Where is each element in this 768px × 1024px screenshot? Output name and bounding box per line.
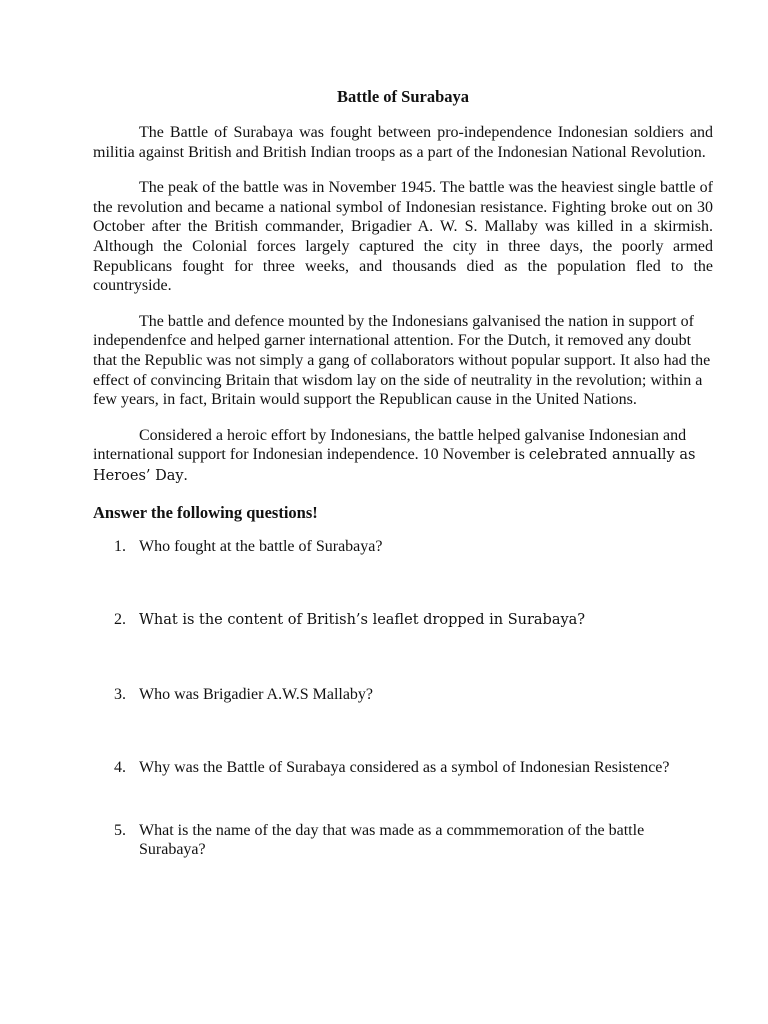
paragraph-4-end: . xyxy=(183,466,188,484)
question-item xyxy=(93,758,713,778)
paragraph-3: The battle and defence mounted by the Indonesians galvanised the nation in support of independenfce and helped garner international attention. For the Dutch, it removed any doubt that the Republic was not simply a gang of collaborators without popular support. It also had the effect of convincing Britain that wisdom lay on the side of neutrality in the revolution; within a few years, in fact, Britain would support the Republican cause in the United Nations. xyxy=(93,312,711,409)
question-text: What is the content of British’s leaflet dropped in Surabaya? xyxy=(139,612,586,629)
question-text: Why was the Battle of Surabaya considered as a symbol of Indonesian Resistence? xyxy=(139,759,670,777)
question-number: 5. xyxy=(114,821,126,839)
question-item xyxy=(93,537,713,557)
questions-heading: Answer the following questions! xyxy=(93,502,318,522)
question-number: 1. xyxy=(114,537,126,555)
document-title: Battle of Surabaya xyxy=(337,87,469,106)
paragraph-4-tail: celebrated annually as Heroes’ Day xyxy=(93,447,696,484)
question-number: 4. xyxy=(114,759,126,777)
paragraph-4 xyxy=(93,426,713,487)
paragraph-2: The peak of the battle was in November 1945. The battle was the heaviest single battle of the revolution and became a national symbol of Indonesian resistance. Fighting broke out on 30 October after the British commander, Brigadier A. W. S. Mallaby was killed in a skirmish. Although the Colonial forces largely captured the city in three days, the poorly armed Republicans fought for three weeks, and thousands died as the population fled to the countryside. xyxy=(93,179,713,295)
question-item xyxy=(93,821,713,860)
paragraph-1: The Battle of Surabaya was fought between pro-independence Indonesian soldiers and militia against British and British Indian troops as a part of the Indonesian National Revolution. xyxy=(93,124,713,161)
question-number: 2. xyxy=(114,611,126,629)
paragraph-4-main: Considered a heroic effort by Indonesians, the battle helped galvanise Indonesian and international support for Indonesian independence. 10 November is xyxy=(93,426,687,464)
questions-list xyxy=(93,537,713,861)
question-item xyxy=(93,610,713,631)
question-number: 3. xyxy=(114,685,126,703)
question-text: What is the name of the day that was made as a commmemoration of the battle Surabaya? xyxy=(139,821,645,859)
question-text: Who was Brigadier A.W.S Mallaby? xyxy=(139,685,374,703)
question-item xyxy=(93,685,713,705)
document-page xyxy=(93,87,713,903)
question-text: Who fought at the battle of Surabaya? xyxy=(139,537,383,555)
